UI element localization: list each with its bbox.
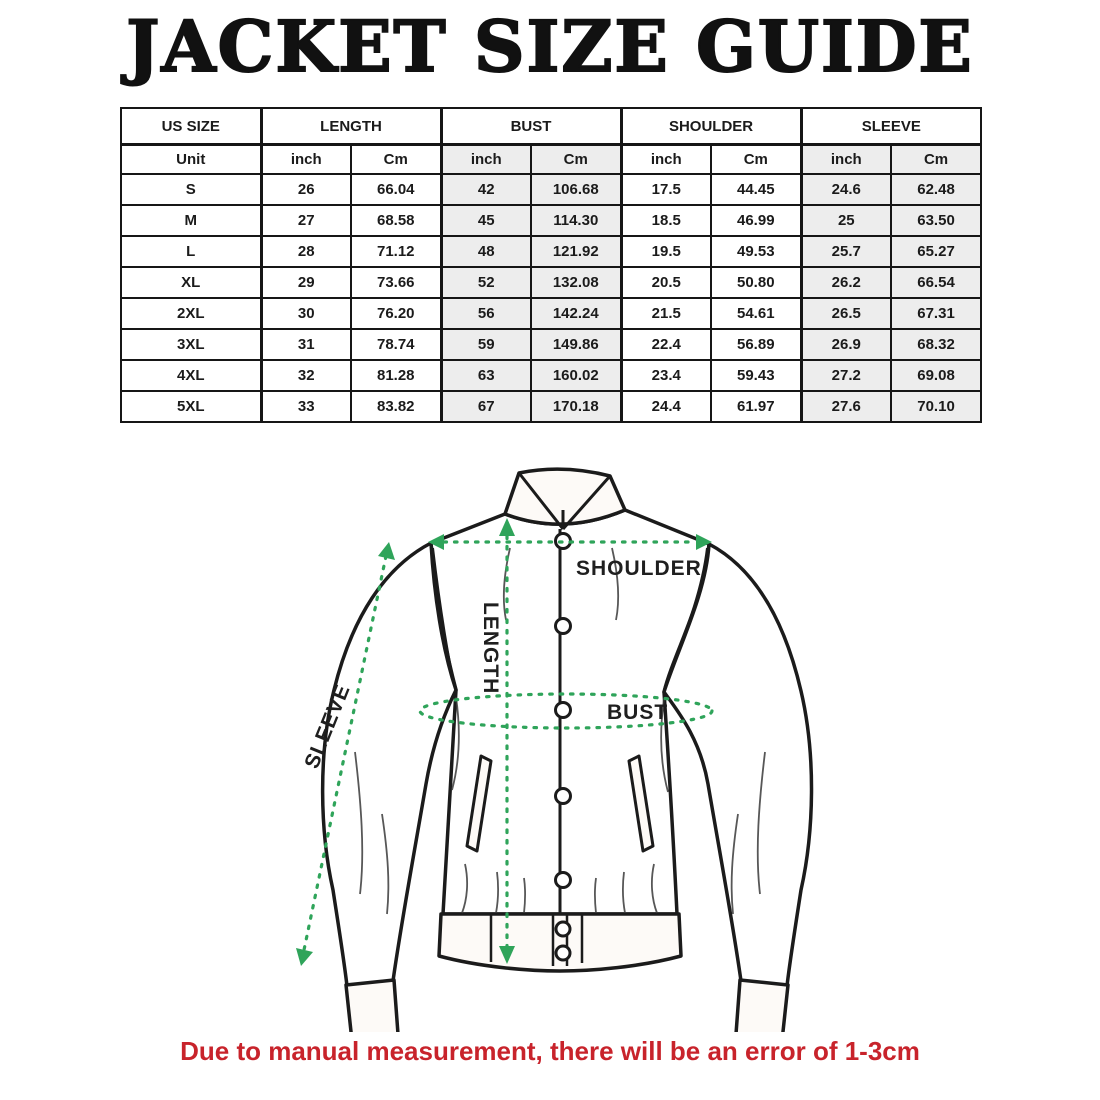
measurement-cell: 23.4: [621, 360, 711, 391]
measurement-cell: 63: [441, 360, 531, 391]
unit-cell: Unit: [121, 145, 261, 175]
measurement-cell: 71.12: [351, 236, 441, 267]
measurement-cell: 121.92: [531, 236, 621, 267]
measurement-cell: 46.99: [711, 205, 801, 236]
measurement-cell: 68.58: [351, 205, 441, 236]
size-table-row: [121, 329, 981, 360]
measurement-cell: 45: [441, 205, 531, 236]
measurement-cell: 56.89: [711, 329, 801, 360]
measurement-cell: 170.18: [531, 391, 621, 422]
size-table-row: [121, 391, 981, 422]
unit-cell: inch: [261, 145, 351, 175]
measurement-cell: 30: [261, 298, 351, 329]
shoulder-label: SHOULDER: [576, 557, 702, 580]
measurement-cell: 48: [441, 236, 531, 267]
measurement-cell: 27.2: [801, 360, 891, 391]
measurement-cell: 19.5: [621, 236, 711, 267]
measurement-cell: 22.4: [621, 329, 711, 360]
measurement-cell: 59: [441, 329, 531, 360]
measurement-cell: 29: [261, 267, 351, 298]
measurement-cell: 149.86: [531, 329, 621, 360]
size-cell: 5XL: [121, 391, 261, 422]
measurement-cell: 56: [441, 298, 531, 329]
size-table-row: [121, 267, 981, 298]
size-table-row: [121, 236, 981, 267]
measurement-cell: 20.5: [621, 267, 711, 298]
measurement-cell: 68.32: [891, 329, 981, 360]
measurement-cell: 25: [801, 205, 891, 236]
measurement-cell: 61.97: [711, 391, 801, 422]
measurement-cell: 26: [261, 174, 351, 205]
unit-cell: Cm: [531, 145, 621, 175]
unit-cell: inch: [441, 145, 531, 175]
size-cell: S: [121, 174, 261, 205]
measurement-cell: 67.31: [891, 298, 981, 329]
measurement-cell: 142.24: [531, 298, 621, 329]
measurement-cell: 42: [441, 174, 531, 205]
size-table-row: [121, 205, 981, 236]
unit-cell: inch: [621, 145, 711, 175]
measurement-cell: 26.5: [801, 298, 891, 329]
size-cell: L: [121, 236, 261, 267]
page-title: JACKET SIZE GUIDE: [126, 5, 974, 88]
measurement-cell: 73.66: [351, 267, 441, 298]
sleeve-label: SLEEVE: [300, 680, 355, 772]
measurement-cell: 69.08: [891, 360, 981, 391]
measurement-cell: 78.74: [351, 329, 441, 360]
measurement-cell: 24.6: [801, 174, 891, 205]
size-cell: 2XL: [121, 298, 261, 329]
measurement-cell: 59.43: [711, 360, 801, 391]
measurement-cell: 27.6: [801, 391, 891, 422]
measurement-cell: 65.27: [891, 236, 981, 267]
measurement-cell: 27: [261, 205, 351, 236]
table-group-header-row: [121, 108, 981, 145]
size-cell: 3XL: [121, 329, 261, 360]
size-table-row: [121, 174, 981, 205]
size-cell: XL: [121, 267, 261, 298]
measurement-cell: 18.5: [621, 205, 711, 236]
measurement-cell: 83.82: [351, 391, 441, 422]
size-table-row: [121, 298, 981, 329]
measurement-cell: 66.04: [351, 174, 441, 205]
measurement-cell: 26.2: [801, 267, 891, 298]
size-table-row: [121, 360, 981, 391]
measurement-cell: 67: [441, 391, 531, 422]
measurement-error-note: Due to manual measurement, there will be an error of 1-3cm: [180, 1036, 920, 1066]
size-guide-table: [120, 107, 982, 423]
measurement-cell: 81.28: [351, 360, 441, 391]
col-group-length: LENGTH: [261, 108, 441, 145]
col-group-shoulder: SHOULDER: [621, 108, 801, 145]
col-group-sleeve: SLEEVE: [801, 108, 981, 145]
measurement-cell: 25.7: [801, 236, 891, 267]
measurement-cell: 21.5: [621, 298, 711, 329]
size-cell: M: [121, 205, 261, 236]
jacket-measurement-diagram: [260, 452, 840, 1032]
measurement-cell: 28: [261, 236, 351, 267]
measurement-cell: 33: [261, 391, 351, 422]
measurement-cell: 63.50: [891, 205, 981, 236]
measurement-cell: 70.10: [891, 391, 981, 422]
table-unit-row: [121, 145, 981, 175]
col-group-bust: BUST: [441, 108, 621, 145]
col-group-us-size: US SIZE: [121, 108, 261, 145]
measurement-cell: 62.48: [891, 174, 981, 205]
measurement-cell: 50.80: [711, 267, 801, 298]
measurement-cell: 54.61: [711, 298, 801, 329]
measurement-cell: 52: [441, 267, 531, 298]
measurement-cell: 106.68: [531, 174, 621, 205]
measurement-cell: 132.08: [531, 267, 621, 298]
measurement-cell: 114.30: [531, 205, 621, 236]
unit-cell: Cm: [351, 145, 441, 175]
measurement-cell: 160.02: [531, 360, 621, 391]
jacket-cuff-left: [346, 980, 398, 1032]
measurement-cell: 31: [261, 329, 351, 360]
unit-cell: Cm: [891, 145, 981, 175]
unit-cell: inch: [801, 145, 891, 175]
bust-label: BUST: [607, 701, 669, 724]
jacket-cuff-right: [736, 980, 788, 1032]
measurement-cell: 66.54: [891, 267, 981, 298]
unit-cell: Cm: [711, 145, 801, 175]
measurement-cell: 17.5: [621, 174, 711, 205]
measurement-cell: 26.9: [801, 329, 891, 360]
measurement-cell: 24.4: [621, 391, 711, 422]
size-cell: 4XL: [121, 360, 261, 391]
measurement-cell: 49.53: [711, 236, 801, 267]
measurement-cell: 76.20: [351, 298, 441, 329]
length-label: LENGTH: [479, 602, 502, 695]
measurement-cell: 44.45: [711, 174, 801, 205]
measurement-cell: 32: [261, 360, 351, 391]
